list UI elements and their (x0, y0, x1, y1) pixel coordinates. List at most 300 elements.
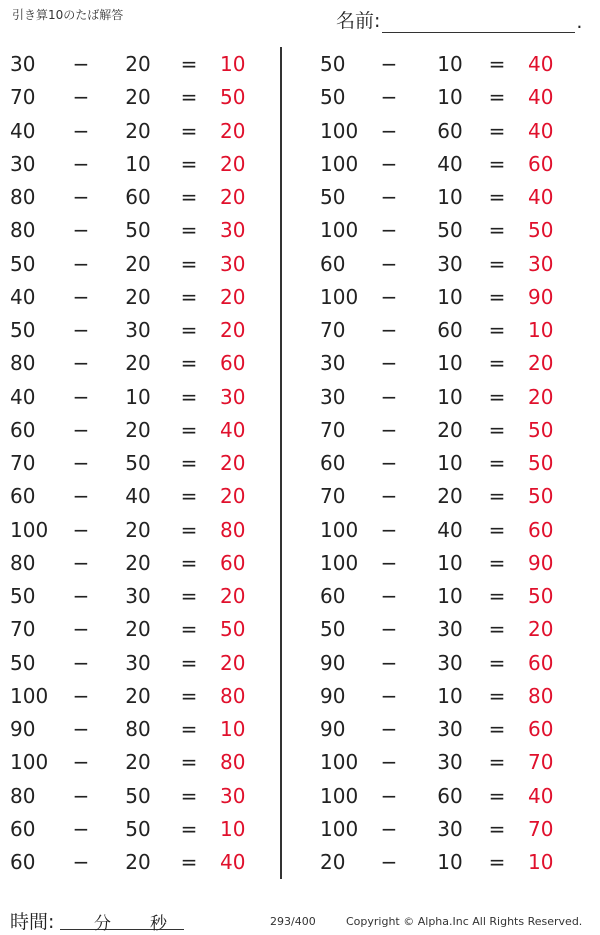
minus-sign: − (72, 185, 90, 209)
answer: 60 (220, 550, 246, 575)
minus-sign: − (72, 351, 90, 376)
minuend: 30 (320, 384, 346, 409)
subtrahend: 10 (437, 550, 463, 575)
equals-sign: = (488, 118, 506, 143)
subtrahend: 30 (437, 251, 463, 276)
minus-sign: − (380, 284, 398, 309)
answer: 40 (528, 118, 554, 143)
equals-sign: = (488, 318, 506, 342)
answer: 50 (220, 85, 246, 110)
equals-sign: = (488, 617, 506, 642)
problem-row (0, 613, 300, 646)
problem-row (0, 181, 300, 214)
subtrahend: 60 (125, 185, 151, 209)
answer: 20 (220, 284, 246, 309)
subtrahend: 10 (437, 52, 463, 76)
problem-row (308, 48, 600, 81)
equals-sign: = (488, 717, 506, 741)
equals-sign: = (180, 417, 198, 442)
answer: 10 (220, 717, 246, 741)
problem-row (0, 514, 300, 547)
seconds-unit: 秒 (150, 914, 167, 934)
minuend: 50 (10, 251, 36, 276)
minus-sign: − (72, 750, 90, 775)
answer: 30 (528, 251, 554, 276)
subtrahend: 20 (125, 118, 151, 143)
equals-sign: = (180, 118, 198, 143)
equals-sign: = (180, 384, 198, 409)
equals-sign: = (180, 683, 198, 708)
equals-sign: = (180, 151, 198, 176)
equals-sign: = (488, 683, 506, 708)
subtrahend: 30 (437, 816, 463, 841)
problem-row (308, 115, 600, 148)
equals-sign: = (488, 251, 506, 276)
minuend: 40 (10, 118, 36, 143)
minuend: 70 (320, 318, 346, 342)
minuend: 60 (10, 816, 36, 841)
problem-row (0, 381, 300, 414)
answer: 40 (220, 417, 246, 442)
subtrahend: 20 (125, 850, 151, 874)
minus-sign: − (72, 384, 90, 409)
subtrahend: 10 (437, 584, 463, 608)
answer: 10 (220, 816, 246, 841)
minus-sign: − (72, 251, 90, 276)
minuend: 70 (320, 417, 346, 442)
subtrahend: 10 (437, 384, 463, 409)
minuend: 100 (10, 750, 49, 775)
minus-sign: − (380, 151, 398, 176)
minuend: 100 (320, 118, 359, 143)
subtrahend: 20 (125, 550, 151, 575)
minus-sign: − (72, 550, 90, 575)
equals-sign: = (180, 850, 198, 874)
subtrahend: 10 (125, 384, 151, 409)
minus-sign: − (380, 550, 398, 575)
problem-row (0, 81, 300, 114)
minus-sign: − (380, 185, 398, 209)
answer: 10 (528, 318, 554, 342)
answer: 50 (528, 218, 554, 243)
problem-row (308, 713, 600, 746)
minutes-unit: 分 (94, 914, 111, 934)
minuend: 20 (320, 850, 346, 874)
equals-sign: = (180, 517, 198, 542)
minuend: 60 (320, 584, 346, 608)
minus-sign: − (72, 451, 90, 475)
minus-sign: − (380, 251, 398, 276)
minuend: 40 (10, 284, 36, 309)
minus-sign: − (72, 617, 90, 642)
minus-sign: − (72, 650, 90, 675)
minus-sign: − (72, 517, 90, 542)
minus-sign: − (380, 850, 398, 874)
minus-sign: − (380, 750, 398, 775)
subtrahend: 80 (125, 717, 151, 741)
answer: 80 (528, 683, 554, 708)
equals-sign: = (488, 351, 506, 376)
equals-sign: = (488, 185, 506, 209)
subtrahend: 20 (125, 251, 151, 276)
minus-sign: − (72, 284, 90, 309)
problem-row (0, 115, 300, 148)
minus-sign: − (72, 783, 90, 808)
problem-row (308, 813, 600, 846)
minuend: 70 (10, 451, 36, 475)
subtrahend: 30 (437, 717, 463, 741)
equals-sign: = (180, 85, 198, 110)
equals-sign: = (488, 417, 506, 442)
minuend: 30 (10, 52, 36, 76)
minuend: 100 (320, 218, 359, 243)
problem-row (308, 680, 600, 713)
equals-sign: = (488, 284, 506, 309)
minuend: 100 (320, 151, 359, 176)
subtrahend: 40 (437, 517, 463, 542)
minus-sign: − (380, 52, 398, 76)
minuend: 100 (320, 750, 359, 775)
minus-sign: − (380, 717, 398, 741)
minus-sign: − (72, 417, 90, 442)
minuend: 90 (320, 650, 346, 675)
answer: 80 (220, 750, 246, 775)
answer: 30 (220, 384, 246, 409)
left-problem-column (0, 48, 300, 879)
minuend: 100 (320, 816, 359, 841)
subtrahend: 10 (437, 284, 463, 309)
minus-sign: − (72, 85, 90, 110)
answer: 70 (528, 750, 554, 775)
minus-sign: − (72, 52, 90, 76)
subtrahend: 50 (125, 783, 151, 808)
minus-sign: − (380, 384, 398, 409)
minus-sign: − (380, 218, 398, 243)
footer (0, 905, 600, 935)
equals-sign: = (180, 484, 198, 509)
minus-sign: − (72, 816, 90, 841)
problem-row (308, 347, 600, 380)
problem-row (0, 281, 300, 314)
answer: 60 (528, 517, 554, 542)
subtrahend: 40 (125, 484, 151, 509)
equals-sign: = (180, 451, 198, 475)
problem-row (308, 780, 600, 813)
minuend: 50 (320, 52, 346, 76)
subtrahend: 10 (437, 185, 463, 209)
equals-sign: = (180, 351, 198, 376)
minus-sign: − (72, 683, 90, 708)
problem-row (308, 480, 600, 513)
problem-row (0, 214, 300, 247)
problem-row (308, 746, 600, 779)
minus-sign: − (72, 118, 90, 143)
equals-sign: = (488, 218, 506, 243)
problem-row (308, 447, 600, 480)
subtrahend: 60 (437, 318, 463, 342)
minus-sign: − (72, 717, 90, 741)
answer: 90 (528, 284, 554, 309)
equals-sign: = (488, 816, 506, 841)
answer: 70 (528, 816, 554, 841)
problem-row (0, 547, 300, 580)
page-number: 293/400 (270, 915, 316, 928)
equals-sign: = (488, 850, 506, 874)
subtrahend: 30 (125, 318, 151, 342)
minuend: 50 (10, 584, 36, 608)
problem-row (308, 181, 600, 214)
minus-sign: − (380, 816, 398, 841)
copyright-notice: Copyright © Alpha.Inc All Rights Reserved. (346, 915, 583, 928)
subtrahend: 10 (437, 683, 463, 708)
minus-sign: − (72, 151, 90, 176)
answer: 30 (220, 218, 246, 243)
minus-sign: − (380, 417, 398, 442)
answer: 40 (528, 185, 554, 209)
minuend: 100 (320, 517, 359, 542)
minuend: 100 (10, 517, 49, 542)
answer: 80 (220, 683, 246, 708)
column-divider (280, 47, 282, 879)
answer: 10 (528, 850, 554, 874)
answer: 30 (220, 783, 246, 808)
minus-sign: − (380, 650, 398, 675)
answer: 40 (528, 783, 554, 808)
subtrahend: 10 (437, 85, 463, 110)
minuend: 50 (320, 85, 346, 110)
equals-sign: = (488, 384, 506, 409)
problem-row (0, 580, 300, 613)
subtrahend: 20 (125, 417, 151, 442)
problem-row (308, 81, 600, 114)
answer: 20 (528, 617, 554, 642)
minus-sign: − (72, 850, 90, 874)
minus-sign: − (380, 484, 398, 509)
subtrahend: 10 (437, 351, 463, 376)
subtrahend: 60 (437, 783, 463, 808)
equals-sign: = (180, 650, 198, 675)
minus-sign: − (380, 517, 398, 542)
minuend: 80 (10, 185, 36, 209)
problem-row (0, 713, 300, 746)
subtrahend: 20 (125, 85, 151, 110)
minuend: 70 (320, 484, 346, 509)
subtrahend: 30 (437, 617, 463, 642)
subtrahend: 40 (437, 151, 463, 176)
problem-row (0, 314, 300, 347)
problem-row (308, 846, 600, 879)
subtrahend: 20 (125, 284, 151, 309)
answer: 20 (528, 351, 554, 376)
minuend: 60 (320, 451, 346, 475)
minuend: 40 (10, 384, 36, 409)
problem-row (308, 547, 600, 580)
equals-sign: = (180, 185, 198, 209)
subtrahend: 20 (437, 417, 463, 442)
answer: 20 (220, 185, 246, 209)
problem-row (308, 281, 600, 314)
problem-row (0, 480, 300, 513)
minuend: 100 (320, 550, 359, 575)
equals-sign: = (488, 85, 506, 110)
answer: 50 (528, 451, 554, 475)
minus-sign: − (380, 617, 398, 642)
subtrahend: 30 (437, 750, 463, 775)
equals-sign: = (488, 451, 506, 475)
equals-sign: = (180, 750, 198, 775)
name-blank-line[interactable] (382, 14, 575, 33)
minuend: 30 (10, 151, 36, 176)
subtrahend: 10 (125, 151, 151, 176)
subtrahend: 20 (125, 351, 151, 376)
minus-sign: − (380, 584, 398, 608)
answer: 60 (220, 351, 246, 376)
subtrahend: 30 (125, 650, 151, 675)
minus-sign: − (380, 451, 398, 475)
minuend: 30 (320, 351, 346, 376)
answer: 20 (220, 650, 246, 675)
subtrahend: 20 (125, 750, 151, 775)
subtrahend: 50 (125, 816, 151, 841)
minuend: 50 (10, 650, 36, 675)
problem-row (0, 746, 300, 779)
answer: 20 (220, 118, 246, 143)
equals-sign: = (180, 284, 198, 309)
subtrahend: 10 (437, 451, 463, 475)
subtrahend: 50 (437, 218, 463, 243)
subtrahend: 20 (125, 617, 151, 642)
problem-row (0, 48, 300, 81)
minus-sign: − (72, 218, 90, 243)
equals-sign: = (488, 52, 506, 76)
problem-row (308, 647, 600, 680)
answer: 40 (528, 52, 554, 76)
subtrahend: 10 (437, 850, 463, 874)
answer: 20 (220, 584, 246, 608)
minuend: 80 (10, 550, 36, 575)
problem-row (0, 813, 300, 846)
answer: 80 (220, 517, 246, 542)
equals-sign: = (180, 52, 198, 76)
minuend: 80 (10, 783, 36, 808)
equals-sign: = (180, 550, 198, 575)
answer: 20 (220, 451, 246, 475)
answer: 20 (220, 151, 246, 176)
minuend: 70 (10, 85, 36, 110)
minuend: 90 (10, 717, 36, 741)
answer: 20 (220, 318, 246, 342)
answer: 40 (220, 850, 246, 874)
minuend: 60 (320, 251, 346, 276)
minus-sign: − (380, 783, 398, 808)
answer: 60 (528, 151, 554, 176)
equals-sign: = (488, 650, 506, 675)
equals-sign: = (180, 584, 198, 608)
minuend: 70 (10, 617, 36, 642)
problem-row (0, 414, 300, 447)
problem-row (0, 647, 300, 680)
minuend: 60 (10, 850, 36, 874)
subtrahend: 50 (125, 451, 151, 475)
subtrahend: 50 (125, 218, 151, 243)
time-label: 時間: (10, 911, 55, 933)
equals-sign: = (488, 750, 506, 775)
equals-sign: = (488, 517, 506, 542)
minuend: 80 (10, 351, 36, 376)
minus-sign: − (72, 484, 90, 509)
equals-sign: = (180, 218, 198, 243)
answer: 20 (220, 484, 246, 509)
minus-sign: − (72, 584, 90, 608)
name-label: 名前: (336, 10, 381, 32)
minuend: 60 (10, 417, 36, 442)
equals-sign: = (180, 816, 198, 841)
minus-sign: − (380, 85, 398, 110)
subtrahend: 20 (125, 52, 151, 76)
equals-sign: = (180, 318, 198, 342)
minus-sign: − (380, 683, 398, 708)
equals-sign: = (180, 251, 198, 276)
minus-sign: − (380, 118, 398, 143)
worksheet-title: 引き算10のたば解答 (12, 8, 124, 22)
minuend: 50 (320, 617, 346, 642)
name-end-mark: . (576, 11, 583, 33)
problem-row (0, 248, 300, 281)
answer: 50 (528, 417, 554, 442)
minuend: 90 (320, 717, 346, 741)
answer: 50 (528, 584, 554, 608)
answer: 50 (220, 617, 246, 642)
answer: 10 (220, 52, 246, 76)
answer: 60 (528, 717, 554, 741)
answer: 30 (220, 251, 246, 276)
equals-sign: = (488, 151, 506, 176)
minuend: 50 (320, 185, 346, 209)
answer: 20 (528, 384, 554, 409)
minus-sign: − (380, 351, 398, 376)
equals-sign: = (180, 783, 198, 808)
problem-row (0, 780, 300, 813)
name-field (336, 6, 582, 33)
equals-sign: = (180, 617, 198, 642)
problem-row (0, 846, 300, 879)
subtrahend: 20 (437, 484, 463, 509)
answer: 40 (528, 85, 554, 110)
problem-row (308, 381, 600, 414)
problem-row (0, 347, 300, 380)
minuend: 100 (10, 683, 49, 708)
minuend: 100 (320, 284, 359, 309)
problem-row (0, 447, 300, 480)
equals-sign: = (488, 783, 506, 808)
answer: 60 (528, 650, 554, 675)
subtrahend: 30 (437, 650, 463, 675)
minuend: 60 (10, 484, 36, 509)
minuend: 90 (320, 683, 346, 708)
problem-row (308, 148, 600, 181)
minus-sign: − (380, 318, 398, 342)
equals-sign: = (488, 584, 506, 608)
problem-row (308, 414, 600, 447)
equals-sign: = (488, 484, 506, 509)
problem-row (308, 514, 600, 547)
subtrahend: 20 (125, 683, 151, 708)
equals-sign: = (180, 717, 198, 741)
problem-row (308, 580, 600, 613)
problem-row (308, 248, 600, 281)
minuend: 50 (10, 318, 36, 342)
subtrahend: 30 (125, 584, 151, 608)
